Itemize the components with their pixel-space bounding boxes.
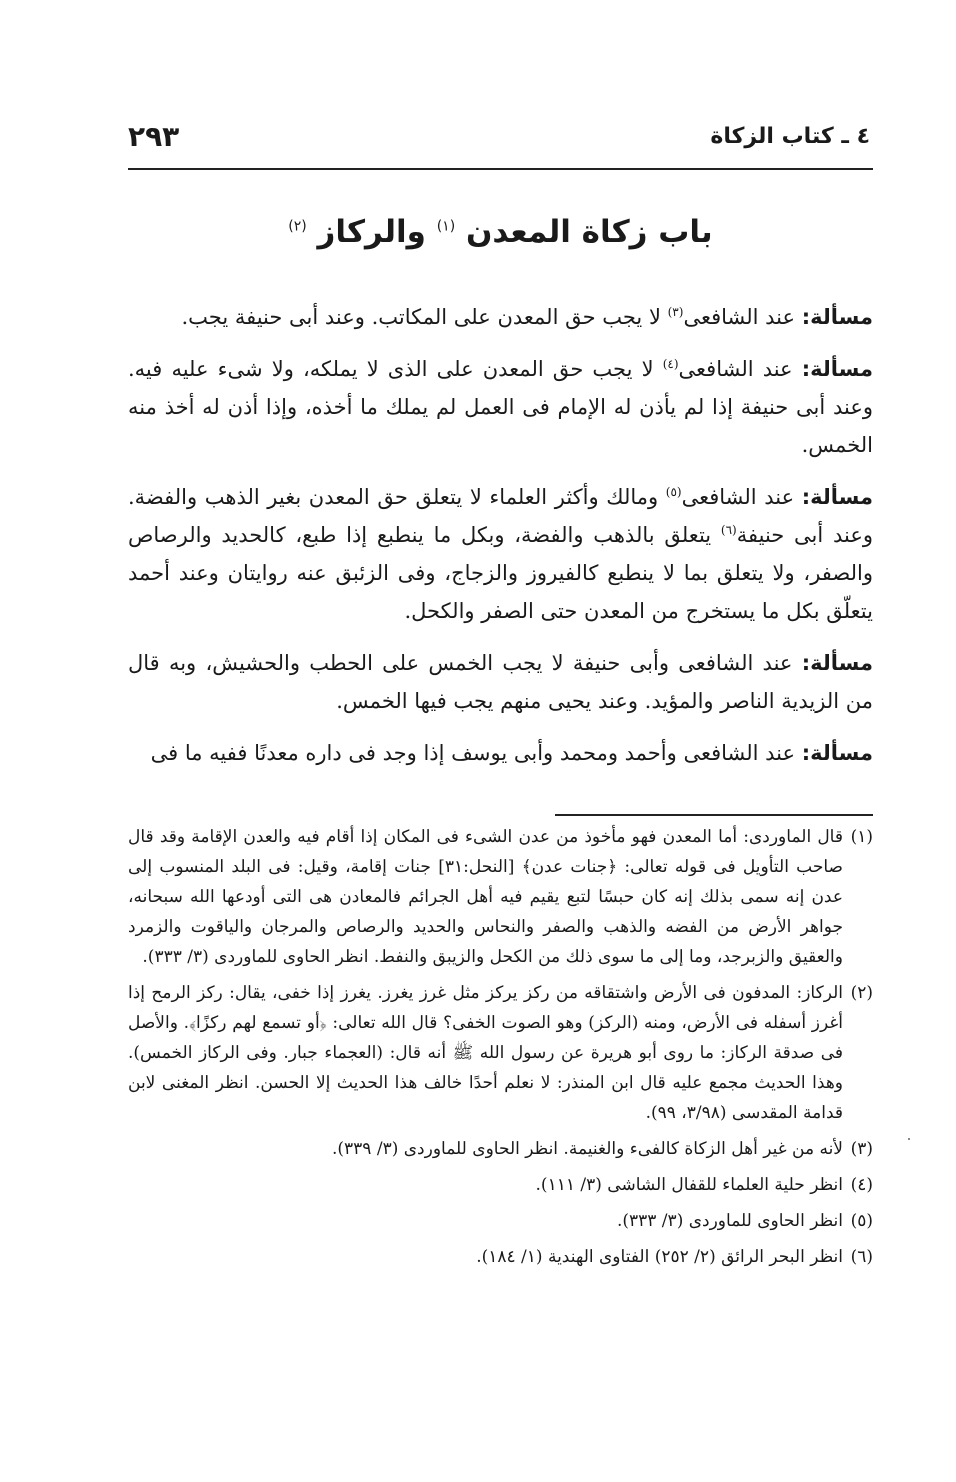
footnote-number: (٤) bbox=[850, 1175, 873, 1195]
footnote-text: لأنه من غير أهل الزكاة كالفىء والغنيمة. انظر الحاوى للماوردى (٣/ ٣٣٩). bbox=[331, 1139, 843, 1159]
issue-text: عند الشافعى bbox=[683, 305, 802, 329]
footnote-ref-1: (١) bbox=[436, 218, 456, 235]
page-number: ٢٩٣ bbox=[128, 120, 180, 153]
footnote bbox=[128, 978, 873, 1128]
footnote-number: (٣) bbox=[850, 1139, 873, 1159]
issue-paragraph bbox=[128, 298, 873, 336]
footnote-text: انظر البحر الرائق (٢/ ٢٥٢) الفتاوى الهندية (١/ ١٨٤). bbox=[476, 1247, 843, 1267]
issue-text: عند الشافعى وأبى حنيفة لا يجب الخمس على الحطب والحشيش، وبه قال من الزيدية الناصر والمؤيد. وعند يحيى منهم يجب فيها الخمس. bbox=[128, 651, 873, 713]
issue-label: مسألة: bbox=[801, 357, 873, 381]
footnote-ref-2: (٢) bbox=[288, 218, 307, 235]
issue-paragraph bbox=[128, 478, 873, 630]
issue-text: عند الشافعى bbox=[678, 357, 802, 381]
issue-label: مسألة: bbox=[801, 485, 873, 509]
footnote-ref-5: (٥) bbox=[665, 485, 682, 499]
footnote-text: انظر الحاوى للماوردى (٣/ ٣٣٣). bbox=[616, 1211, 843, 1231]
footnotes bbox=[128, 822, 873, 1278]
issue-text: لا يجب حق المعدن على المكاتب. وعند أبى حنيفة يجب. bbox=[181, 305, 668, 329]
footnote-number: (٥) bbox=[850, 1211, 873, 1231]
main-text bbox=[128, 298, 873, 786]
page-header bbox=[128, 118, 870, 162]
footnote bbox=[128, 1170, 873, 1200]
footnote-rule bbox=[555, 814, 873, 816]
chapter-title bbox=[128, 214, 873, 250]
header-rule bbox=[128, 168, 873, 170]
footnote bbox=[128, 1242, 873, 1272]
issue-text: عند الشافعى bbox=[681, 485, 802, 509]
footnote bbox=[128, 1134, 873, 1164]
footnote-text: الركاز: المدفون فى الأرض واشتقاقه من ركز يركز مثل غرز يغرز. يغرز إذا خفى، يقال: ركز الرمح إذا أغرز أسفله فى الأرض، ومنه (الركز) وهو الصوت الخفى؟ قال الله تعالى: ﴿أو تسمع لهم ركزًا﴾. والأصل فى صدقة الركاز: ما روى أبو هريرة عن رسول الله ﷺ أنه قال: (العجماء جبار. وفى الركاز الخمس). وهذا الحديث مجمع عليه قال ابن المنذر: لا نعلم أحدًا خالف هذا الحديث إلا الحسن. انظر المغنى لابن قدامة المقدسى (٣/٩٨، ٩٩). bbox=[128, 983, 843, 1123]
footnote-ref-6: (٦) bbox=[720, 523, 737, 537]
issue-paragraph bbox=[128, 644, 873, 720]
footnote bbox=[128, 1206, 873, 1236]
chapter-title-part1: باب زكاة المعدن bbox=[465, 214, 713, 250]
issue-text: عند الشافعى وأحمد ومحمد وأبى يوسف إذا وجد فى داره معدنًا ففيه ما فى bbox=[150, 741, 802, 765]
issue-paragraph bbox=[128, 734, 873, 772]
scan-speck bbox=[908, 1138, 910, 1140]
footnote-ref-4: (٤) bbox=[662, 357, 679, 371]
issue-text: لا يجب حق المعدن على الذى لا يملكه، ولا شىء عليه فيه. وعند أبى حنيفة إذا لم يأذن له الإمام فى العمل لم يملك ما أخذه، وإذا أذن له أخذ منه الخمس. bbox=[128, 357, 873, 457]
issue-label: مسألة: bbox=[801, 305, 873, 329]
issue-label: مسألة: bbox=[801, 651, 873, 675]
footnote-text: انظر حلية العلماء للقفال الشاشى (٣/ ١١١). bbox=[535, 1175, 843, 1195]
footnote bbox=[128, 822, 873, 972]
issue-text: ومالك وأكثر العلماء لا يتعلق حق المعدن بغير الذهب والفضة. وعند أبى حنيفة bbox=[128, 485, 873, 547]
running-title: ٤ ـ كتاب الزكاة bbox=[710, 124, 870, 149]
issue-text: يتعلق بالذهب والفضة، وبكل ما ينطبع إذا طبع، كالحديد والرصاص والصفر، ولا يتعلق بما لا ينطبع كالفيروز والزجاج، وفى الزئبق عنه روايتان وعند أحمد يتعلّق بكل ما يستخرج من المعدن حتى الصفر والكحل. bbox=[128, 523, 873, 623]
issue-paragraph bbox=[128, 350, 873, 464]
chapter-title-part2: والركاز bbox=[317, 214, 426, 250]
footnote-number: (١) bbox=[850, 827, 873, 847]
footnote-number: (٢) bbox=[850, 983, 873, 1003]
footnote-text: قال الماوردى: أما المعدن فهو مأخوذ من عدن الشىء فى المكان إذا أقام فيه والعدن الإقامة وقد قال صاحب التأويل فى قوله تعالى: ﴿جنات عدن﴾ [النحل:٣١] جنات إقامة، وقيل: فى البلد المنسوب إلى عدن إنه سمى بذلك إنه كان حبسًا لتبع يقيم فيه أهل الجرائم فالمعادن هى التى أودعها الله سبحانه، جواهر الأرض من الفضه والذهب والصفر والنحاس والحديد والرصاص والمرجان والياقوت والزمرد والعقيق والزبرجد، وما إلى ما سوى ذلك من الكحل والزيبق والنفط. انظر الحاوى للماوردى (٣/ ٣٣٣). bbox=[128, 827, 843, 967]
footnote-number: (٦) bbox=[850, 1247, 873, 1267]
footnote-ref-3: (٣) bbox=[667, 305, 684, 319]
issue-label: مسألة: bbox=[801, 741, 873, 765]
